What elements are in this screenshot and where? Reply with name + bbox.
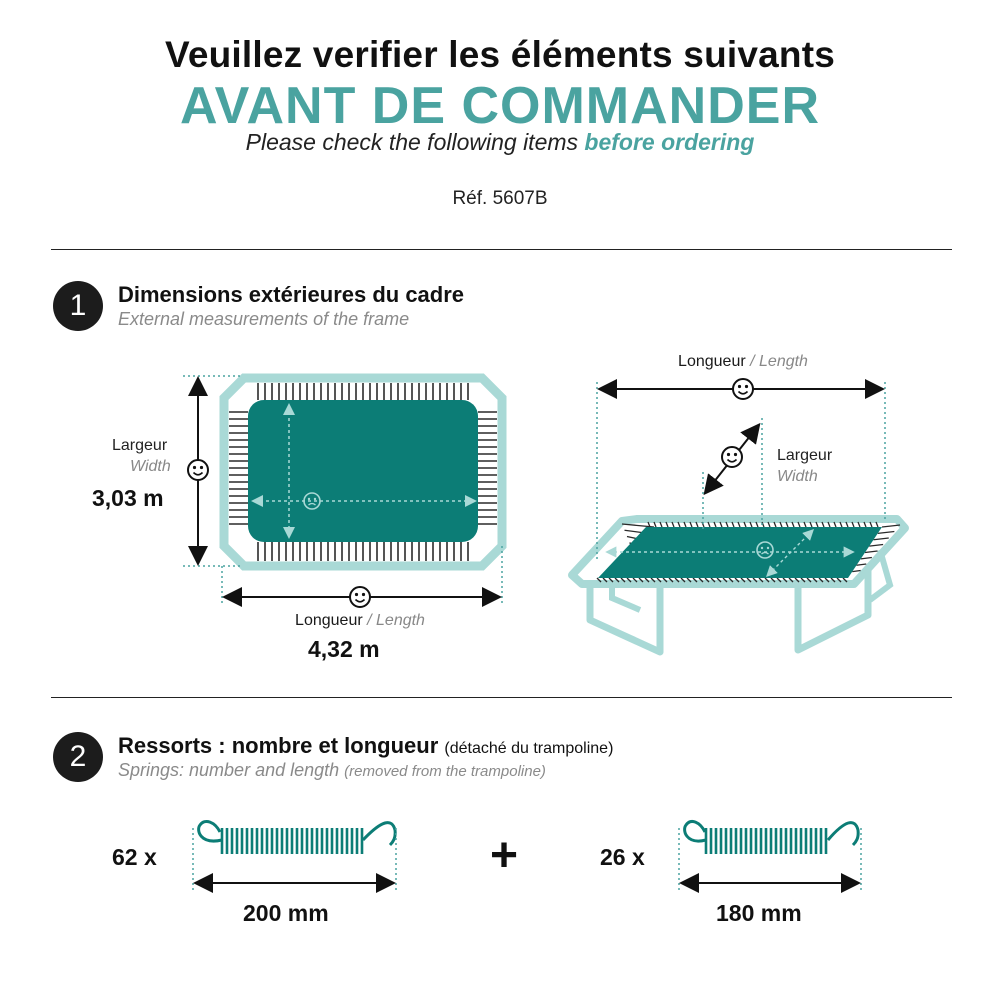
section-2-subtitle-text: Springs: number and length <box>118 760 340 780</box>
section-1-number: 1 <box>53 281 103 331</box>
title-line-1: Veuillez verifier les éléments suivants <box>164 34 836 75</box>
length-label-en: / Length <box>367 612 425 629</box>
spring-2-count: 26 x <box>600 844 645 870</box>
section-2-title-note: (détaché du trampoline) <box>444 740 614 757</box>
persp-width-label-en: Width <box>777 468 818 485</box>
subtitle-plain: Please check the following items <box>245 129 585 155</box>
section-2-number: 2 <box>53 732 103 782</box>
section-1-title: Dimensions extérieures du cadre <box>118 282 465 307</box>
width-value: 3,03 m <box>92 485 164 511</box>
persp-length-label: Longueur <box>678 353 746 370</box>
title-line-2: AVANT DE COMMANDER <box>179 77 821 135</box>
spring-200-icon <box>193 821 396 890</box>
length-label: Longueur <box>295 612 363 629</box>
spring-2-length: 180 mm <box>716 900 802 926</box>
width-label-en: Width <box>130 458 171 475</box>
persp-length-label-en: / Length <box>750 353 808 370</box>
section-1-subtitle: External measurements of the frame <box>118 309 410 329</box>
section-2-title-text: Ressorts : nombre et longueur <box>118 733 439 758</box>
width-label: Largeur <box>112 437 168 454</box>
spring-1-count: 62 x <box>112 844 157 870</box>
plus-sign: + <box>490 829 519 882</box>
persp-width-label: Largeur <box>777 447 833 464</box>
length-value: 4,32 m <box>308 636 380 662</box>
spring-1-length: 200 mm <box>243 900 329 926</box>
reference-number: Réf. 5607B <box>452 188 548 209</box>
spring-180-icon <box>679 821 861 890</box>
section-2-subtitle-note: (removed from the trampoline) <box>344 763 546 780</box>
subtitle-highlight: before ordering <box>584 129 755 155</box>
